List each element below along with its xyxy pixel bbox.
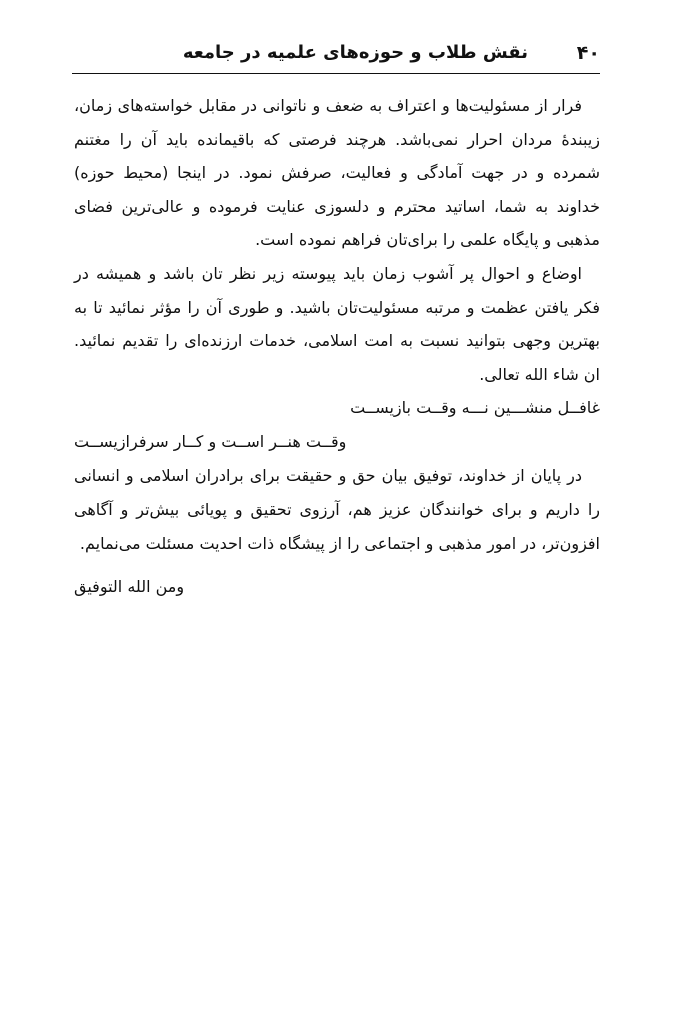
verse-line-1 [74, 391, 600, 425]
verse-line-2-text: وقــت هنــر اســت و کــار سرفرازیســت [74, 432, 347, 452]
verse-line-2 [74, 425, 600, 459]
verse-line-1-text: غافــل منشـــین نـــه وقــت بازیســت [350, 398, 600, 418]
page-body [74, 89, 600, 604]
page-number: ۴۰ [576, 42, 600, 64]
header-rule [72, 73, 600, 74]
closing-line: ومن الله التوفیق [74, 577, 185, 597]
running-title: نقش طلاب و حوزه‌های علمیه در جامعه [182, 42, 528, 63]
paragraph-2: اوضاع و احوال پر آشوب زمان باید پیوسته زیر نظر تان باشد و همیشه در فکر یافتن عظمت و مرتبه مسئولیت‌تان باشید. و طوری آن را مؤثر نمائید تا به بهترین وجهی بتوانید نسبت به امت اسلامی، خدمات ارزنده‌ای را تقدیم نمائید. ان شاء الله تعالی. [74, 263, 600, 384]
paragraph-1: فرار از مسئولیت‌ها و اعتراف به ضعف و ناتوانی در مقابل خواسته‌های زمان، زیبندۀ مردان احرار نمی‌باشد. هرچند فرصتی که باقیمانده باید آن را مغتنم شمرده و در جهت آمادگی و فعالیت، صرفش نمود. در اینجا (محیط حوزه) خداوند به شما، اساتید محترم و دلسوزی عنایت فرموده و عالی‌ترین فضای مذهبی و پایگاه علمی را برای‌تان فراهم نموده است. [74, 96, 600, 250]
page-header [72, 38, 600, 70]
paragraph-3: در پایان از خداوند، توفیق بیان حق و حقیقت برای برادران اسلامی و انسانی را داریم و برای خوانندگان عزیز هم، آرزوی تحقیق و پویائی بیش‌تر و آگاهی افزون‌تر، در امور مذهبی و اجتماعی را از پیشگاه ذات احدیت مسئلت می‌نمایم. [74, 466, 600, 553]
